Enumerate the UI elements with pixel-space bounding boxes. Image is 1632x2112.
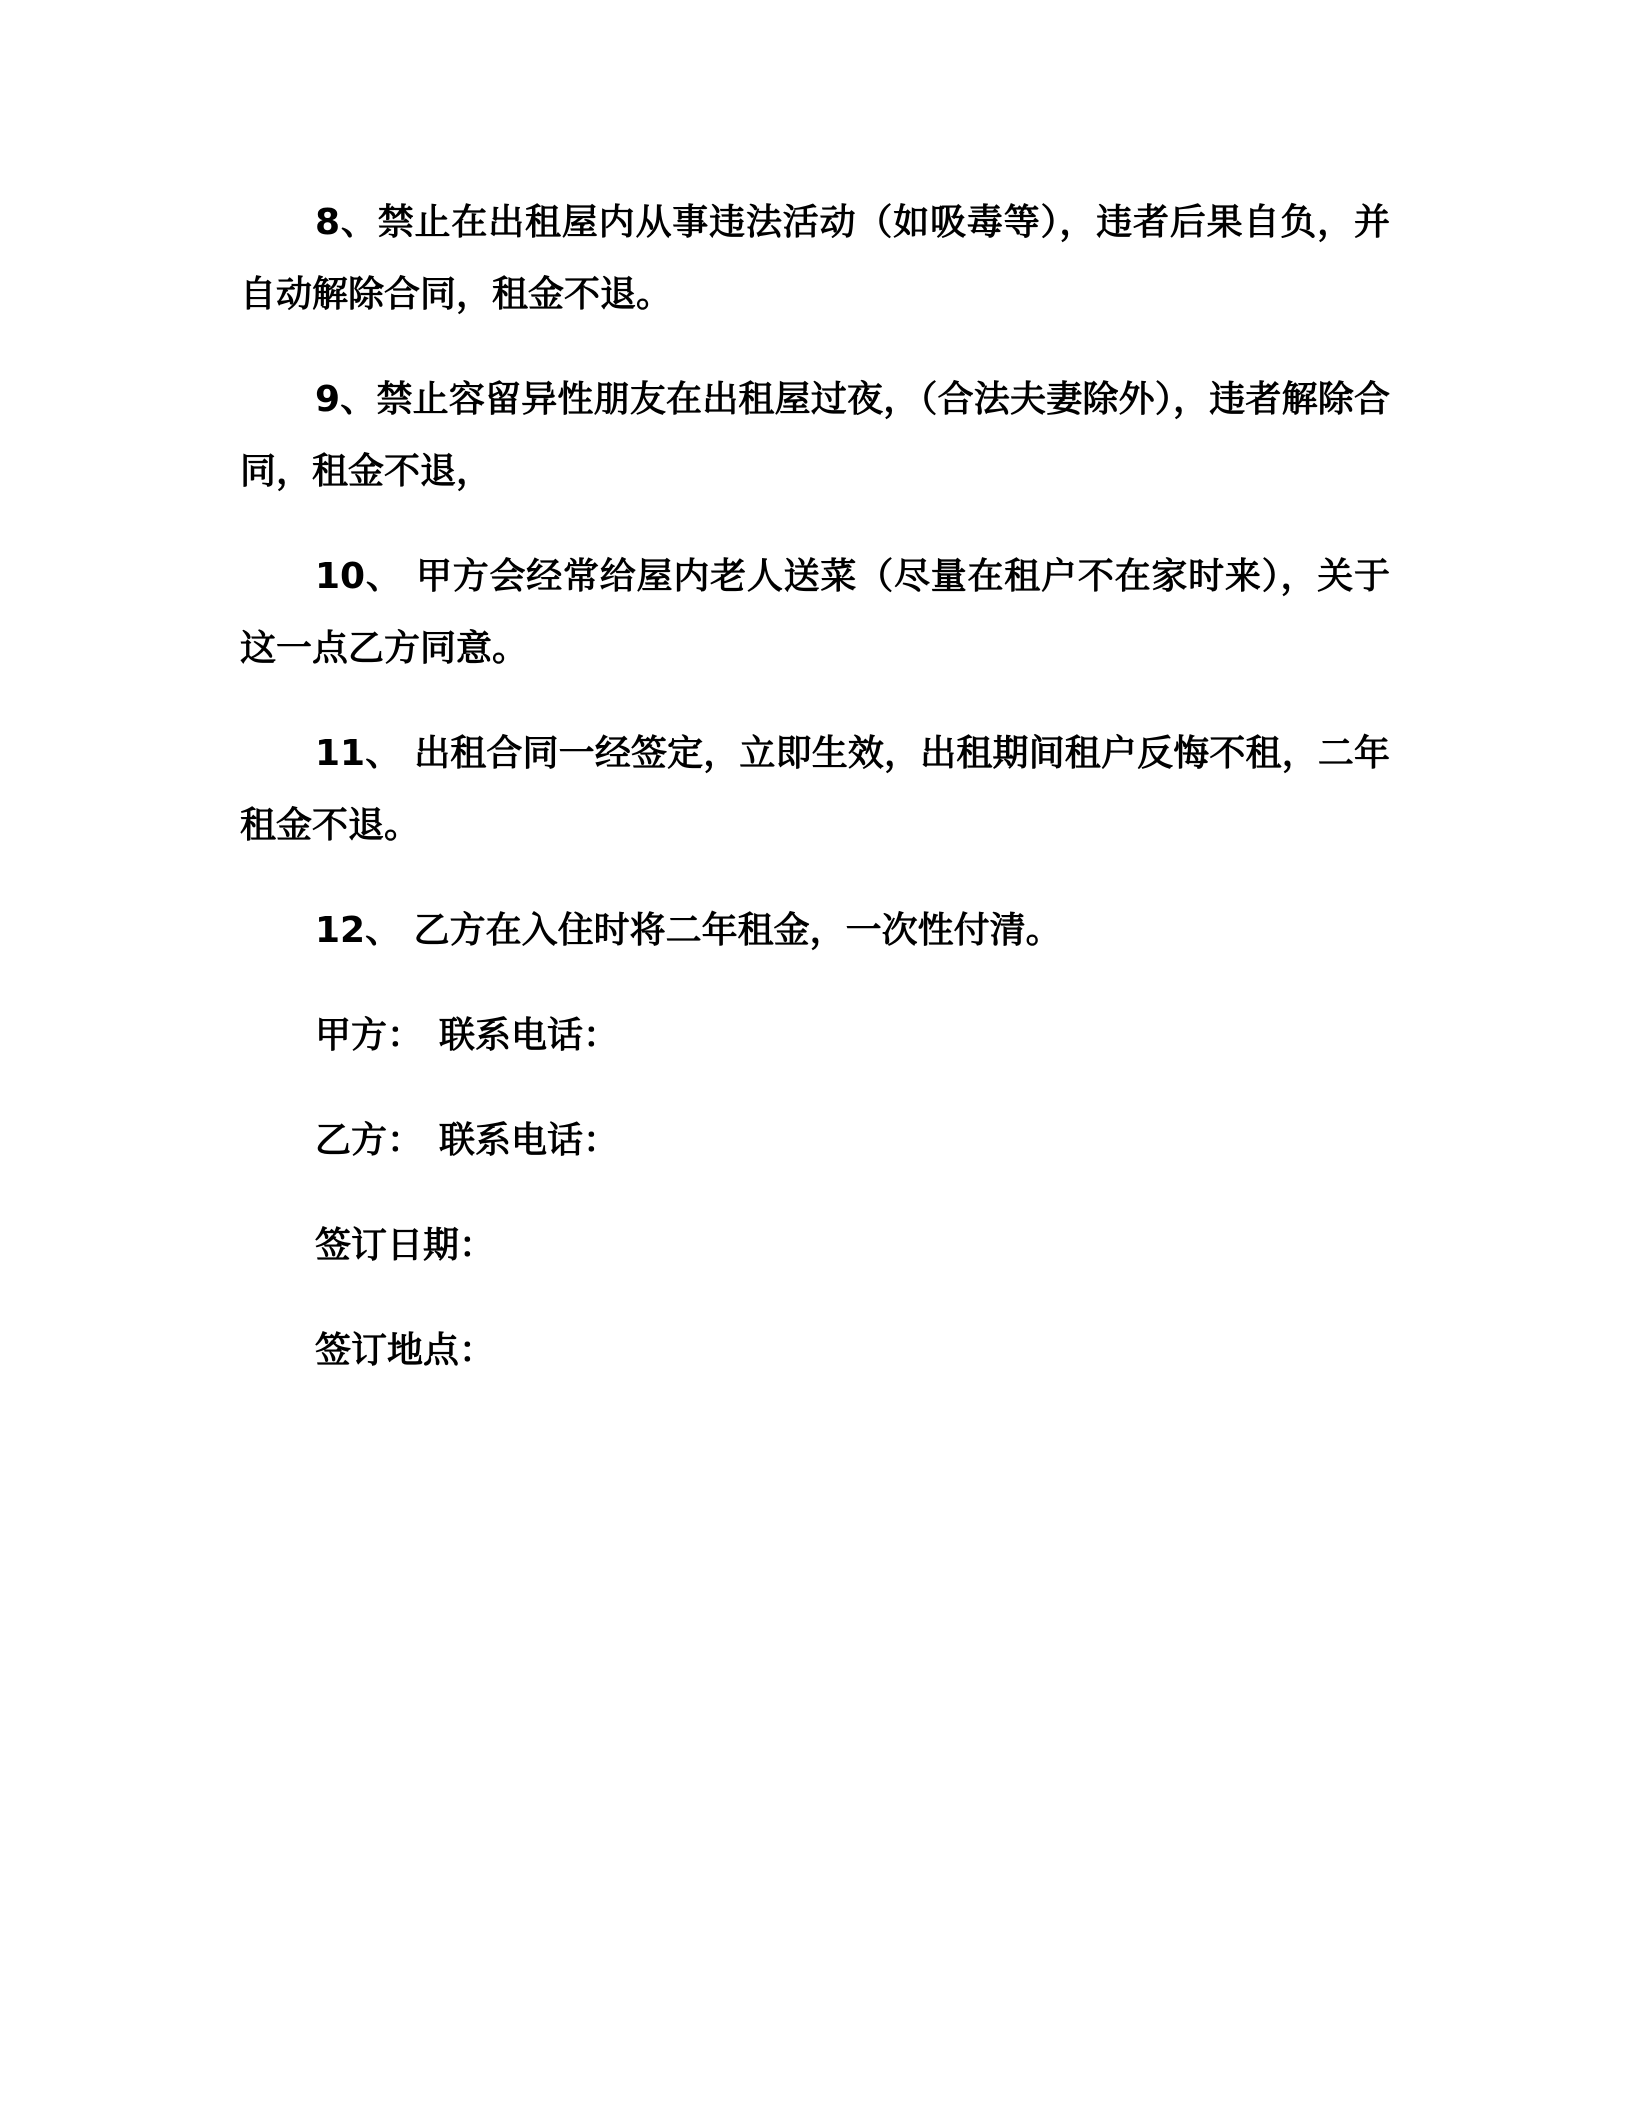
sign-date-label: 签订日期： <box>315 1225 496 1266</box>
party-a-line <box>240 1000 1390 1072</box>
clause-8: 8、禁止在出租屋内从事违法活动（如吸毒等），违者后果自负，并自动解除合同，租金不退。 <box>240 202 1390 315</box>
party-b-line <box>240 1105 1390 1177</box>
party-b-label: 乙方： <box>315 1120 424 1161</box>
sign-date-line <box>240 1210 1390 1282</box>
clause-9: 9、禁止容留异性朋友在出租屋过夜，（合法夫妻除外），违者解除合同，租金不退， <box>240 379 1390 492</box>
party-b-phone-label: 联系电话： <box>439 1120 620 1161</box>
party-a-label: 甲方： <box>315 1015 424 1056</box>
sign-place-line <box>240 1315 1390 1387</box>
clause-10: 10、 甲方会经常给屋内老人送菜（尽量在租户不在家时来），关于这一点乙方同意。 <box>240 556 1390 669</box>
clause-11: 11、 出租合同一经签定，立即生效，出租期间租户反悔不租，二年租金不退。 <box>240 733 1390 846</box>
clause-12: 12、 乙方在入住时将二年租金，一次性付清。 <box>315 910 1062 951</box>
sign-place-label: 签订地点： <box>315 1330 496 1371</box>
party-a-phone-label: 联系电话： <box>439 1015 620 1056</box>
